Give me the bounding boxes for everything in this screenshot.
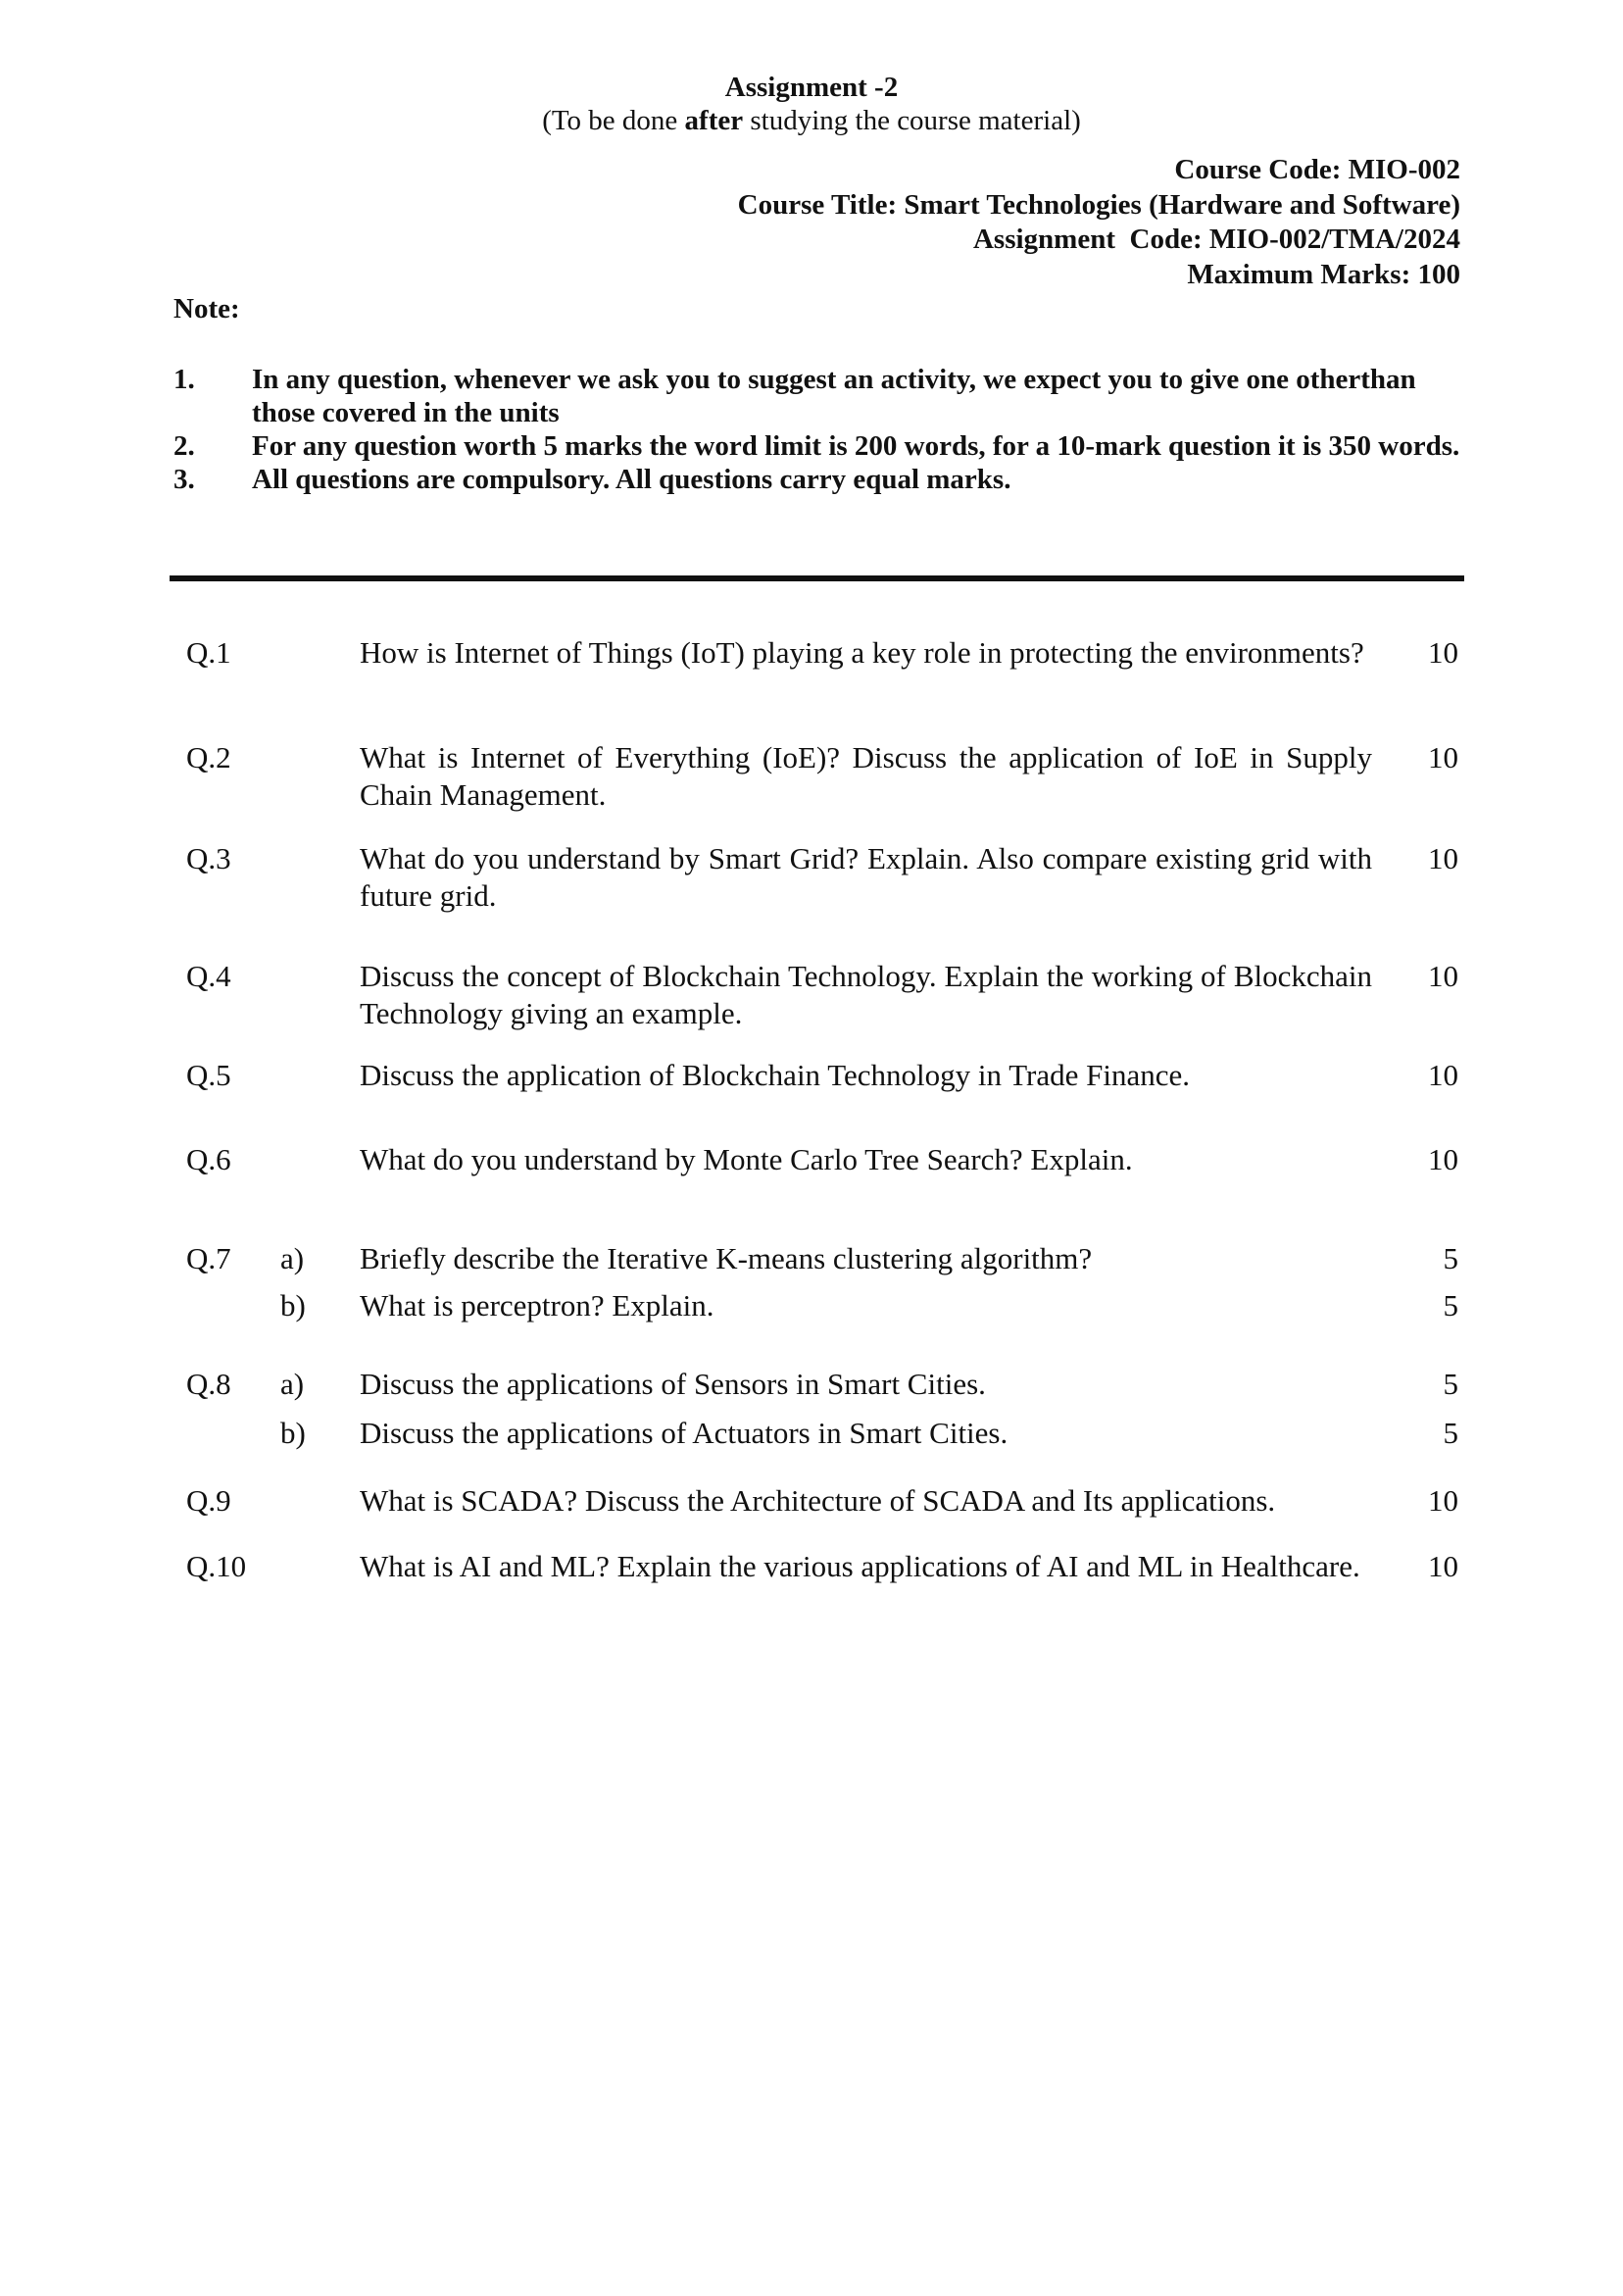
- question-number: Q.10: [186, 1549, 247, 1583]
- question-marks: 10: [1428, 740, 1458, 774]
- question-text: Discuss the concept of Blockchain Technology. Explain the working of Blockchain Technology giving an example.: [360, 959, 1372, 1030]
- question-marks: 5: [1443, 1241, 1458, 1275]
- assignment-code: Assignment Code: MIO-002/TMA/2024: [972, 224, 1460, 255]
- question-text: What do you understand by Monte Carlo Tree Search? Explain.: [360, 1142, 1133, 1176]
- note-number: 1.: [173, 364, 195, 395]
- question-text: What is perceptron? Explain.: [360, 1288, 714, 1323]
- question-marks: 5: [1443, 1416, 1458, 1450]
- question-text: Briefly describe the Iterative K-means clustering algorithm?: [360, 1241, 1093, 1275]
- question-text: Discuss the application of Blockchain Technology in Trade Finance.: [360, 1058, 1191, 1092]
- question-marks: 10: [1428, 1058, 1458, 1092]
- page-title: Assignment -2: [724, 72, 899, 103]
- question-number: Q.7: [186, 1241, 231, 1275]
- note-item: [173, 363, 1462, 429]
- question-part: b): [280, 1288, 306, 1323]
- question-text: What do you understand by Smart Grid? Explain. Also compare existing grid with future grid.: [360, 841, 1372, 913]
- note-number: 2.: [173, 430, 195, 462]
- note-heading: Note:: [173, 293, 240, 324]
- question-part: b): [280, 1416, 306, 1450]
- question-text: Discuss the applications of Actuators in Smart Cities.: [360, 1416, 1008, 1450]
- question-marks: 5: [1443, 1367, 1458, 1401]
- course-meta: [480, 153, 1460, 292]
- question-number: Q.1: [186, 635, 231, 670]
- note-text: For any question worth 5 marks the word limit is 200 words, for a 10-mark question it is 350 words.: [252, 430, 1460, 462]
- note-item: [173, 463, 1462, 496]
- question-marks: 10: [1428, 841, 1458, 875]
- note-list: [173, 363, 1462, 496]
- question-number: Q.9: [186, 1483, 231, 1518]
- question-marks: 5: [1443, 1288, 1458, 1323]
- note-text: All questions are compulsory. All questions carry equal marks.: [252, 464, 1011, 495]
- maximum-marks: Maximum Marks: 100: [1187, 258, 1460, 290]
- question-marks: 10: [1428, 635, 1458, 670]
- question-number: Q.4: [186, 959, 231, 993]
- question-marks: 10: [1428, 1142, 1458, 1176]
- question-number: Q.6: [186, 1142, 231, 1176]
- page-subtitle: [0, 104, 1623, 137]
- course-code: Course Code: MIO-002: [1174, 154, 1460, 185]
- question-text: What is AI and ML? Explain the various applications of AI and ML in Healthcare.: [360, 1549, 1360, 1583]
- question-number: Q.5: [186, 1058, 231, 1092]
- question-part: a): [280, 1241, 305, 1275]
- question-text: Discuss the applications of Sensors in Smart Cities.: [360, 1367, 986, 1401]
- subtitle-prefix: (To be done: [542, 105, 685, 136]
- note-item: [173, 429, 1462, 463]
- question-text: What is SCADA? Discuss the Architecture of SCADA and Its applications.: [360, 1483, 1276, 1518]
- question-number: Q.8: [186, 1367, 231, 1401]
- note-number: 3.: [173, 464, 195, 495]
- question-part: a): [280, 1367, 305, 1401]
- question-number: Q.2: [186, 740, 231, 774]
- section-divider: [170, 575, 1464, 581]
- question-marks: 10: [1428, 1549, 1458, 1583]
- question-number: Q.3: [186, 841, 231, 875]
- question-text: What is Internet of Everything (IoE)? Discuss the application of IoE in Supply Chain Management.: [360, 740, 1372, 812]
- question-marks: 10: [1428, 959, 1458, 993]
- subtitle-suffix: studying the course material): [743, 105, 1081, 136]
- course-title: Course Title: Smart Technologies (Hardware and Software): [737, 188, 1460, 221]
- subtitle-emphasis: after: [684, 105, 744, 136]
- question-text: How is Internet of Things (IoT) playing a key role in protecting the environments?: [360, 635, 1364, 670]
- note-text: In any question, whenever we ask you to suggest an activity, we expect you to give one otherthan those covered in the units: [252, 364, 1416, 428]
- question-marks: 10: [1428, 1483, 1458, 1518]
